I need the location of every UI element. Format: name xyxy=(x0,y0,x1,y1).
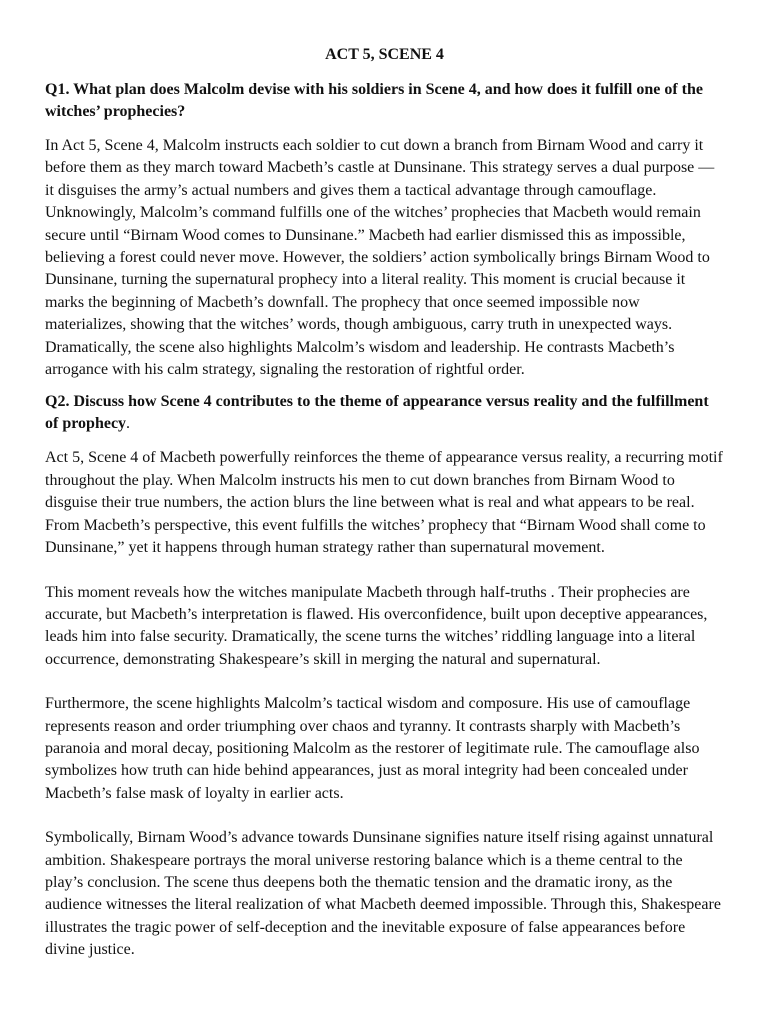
answer-paragraph: Act 5, Scene 4 of Macbeth powerfully reinforces the theme of appearance versus reality, a recurring motif throughout the play. When Malcolm instructs his men to cut down branches from Birnam Wood to disguise their true numbers, the action blurs the line between what is real and what appears to be real. From Macbeth’s perspective, this event fulfills the witches’ prophecy that “Birnam Wood shall come to Dunsinane,” yet it happens through human strategy rather than supernatural movement. xyxy=(45,449,723,557)
page-title: ACT 5, SCENE 4 xyxy=(325,46,444,63)
question-text: Q2. Discuss how Scene 4 contributes to the theme of appearance versus reality and the fulfillment of prophecy xyxy=(45,393,709,433)
answer-paragraph: This moment reveals how the witches manipulate Macbeth through half-truths . Their prophecies are accurate, but Macbeth’s interpretation is flawed. His overconfidence, built upon deceptive appearances, leads him into false security. Dramatically, the scene turns the witches’ riddling language into a literal occurrence, demonstrating Shakespeare’s skill in merging the natural and supernatural. xyxy=(45,583,708,668)
question-text: Q1. What plan does Malcolm devise with his soldiers in Scene 4, and how does it fulfill one of the witches’ prophecies? xyxy=(45,81,703,120)
answer-paragraph: Symbolically, Birnam Wood’s advance towards Dunsinane signifies nature itself rising against unnatural ambition. Shakespeare portrays the moral universe restoring balance which is a theme central to the play’s conclusion. The scene thus deepens both the thematic tension and the dramatic irony, as the audience witnesses the literal realization of what Macbeth deemed impossible. Through this, Shakespeare illustrates the tragic power of self-deception and the inevitable exposure of false appearances before divine justice. xyxy=(45,829,721,959)
answer-paragraph: Furthermore, the scene highlights Malcolm’s tactical wisdom and composure. His use of camouflage represents reason and order triumphing over chaos and tyranny. It contrasts sharply with Macbeth’s paranoia and moral decay, positioning Malcolm as the restorer of legitimate rule. The camouflage also symbolizes how truth can hide behind appearances, just as moral integrity had been concealed under Macbeth’s false mask of loyalty in earlier acts. xyxy=(45,695,700,802)
question-heading xyxy=(45,79,724,123)
question-section-2 xyxy=(45,391,724,961)
question-heading xyxy=(45,391,724,435)
question-tail: . xyxy=(126,415,131,433)
answer-paragraph: In Act 5, Scene 4, Malcolm instructs each soldier to cut down a branch from Birnam Wood and carry it before them as they march toward Macbeth’s castle at Dunsinane. This strategy serves a dual purpose — it disguises the army’s actual numbers and gives them a tactical advantage through camouflage. Unknowingly, Malcolm’s command fulfills one of the witches’ prophecies that Macbeth would remain secure until “Birnam Wood comes to Dunsinane.” Macbeth had earlier dismissed this as impossible, believing a forest could never move. However, the soldiers’ action symbolically brings Birnam Wood to Dunsinane, turning the supernatural prophecy into a literal reality. This moment is crucial because it marks the beginning of Macbeth’s downfall. The prophecy that once seemed impossible now materializes, showing that the witches’ words, though ambiguous, carry truth in unexpected ways. Dramatically, the scene also highlights Malcolm’s wisdom and leadership. He contrasts Macbeth’s arrogance with his calm strategy, signaling the restoration of rightful order. xyxy=(45,137,715,379)
question-section-1 xyxy=(45,79,724,381)
